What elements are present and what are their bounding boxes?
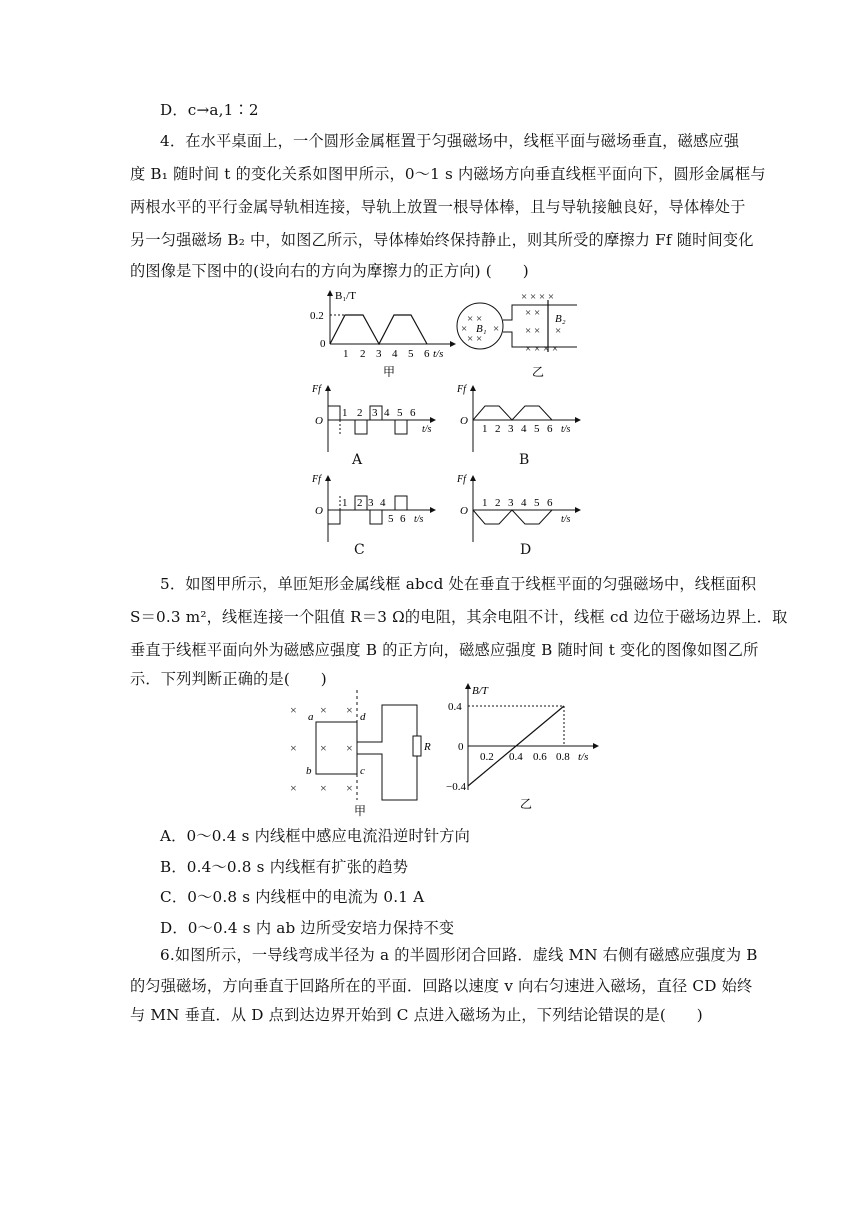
jia-x1: 1: [343, 348, 349, 360]
option-a-label: A: [352, 452, 363, 468]
jia-ytick: 0.2: [310, 310, 324, 322]
q5-yi-x2: 0.4: [509, 751, 523, 763]
q6-line-3: 与 MN 垂直．从 D 点到达边界开始到 C 点进入磁场为止，下列结论错误的是( ): [130, 1006, 703, 1024]
q5-yi-x3: 0.6: [533, 751, 547, 763]
q5-label-d: d: [360, 711, 366, 723]
oa-t4: 4: [384, 407, 390, 419]
oc-t4: 4: [380, 497, 386, 509]
oa-xlabel: t/s: [422, 424, 432, 435]
q5-label-a: a: [308, 711, 314, 723]
option-d-label: D: [520, 542, 532, 558]
jia-x3: 3: [376, 348, 382, 360]
q5-yi-origin: 0: [458, 741, 464, 753]
q5-yi-yneg: −0.4: [446, 781, 466, 793]
q5-line-3: 垂直于线框平面向外为磁感应强度 B 的正方向，磁感应强度 B 随时间 t 变化的图像如图乙所: [130, 641, 759, 659]
oa-t3: 3: [372, 407, 378, 419]
q5-jia-caption: 甲: [354, 804, 367, 818]
jia-caption: 甲: [383, 365, 396, 377]
ob-t3: 3: [508, 423, 514, 435]
q5-yi-x1: 0.2: [480, 751, 494, 763]
jia-x6: 6: [424, 348, 430, 360]
q6-line-1: 6.如图所示，一导线弯成半径为 a 的半圆形闭合回路．虚线 MN 右侧有磁感应强度为 B: [160, 946, 758, 964]
q4-figure-yi: [455, 290, 590, 380]
jia-ylabel: B₁/T: [335, 290, 356, 302]
oc-origin: O: [315, 505, 323, 517]
jia-x5: 5: [408, 348, 414, 360]
oa-t2: 2: [357, 407, 363, 419]
svg-text:×: ×: [290, 781, 297, 795]
svg-text:× × × ×: × × × ×: [525, 343, 559, 355]
ob-t4: 4: [521, 423, 527, 435]
q5-option-b: B．0.4～0.8 s 内线框有扩张的趋势: [160, 858, 409, 876]
q5-option-a: A．0～0.4 s 内线框中感应电流沿逆时针方向: [160, 827, 471, 845]
ob-ylabel: Ff: [457, 384, 466, 395]
q4-line-5: 的图像是下图中的(设向右的方向为摩擦力的正方向) ( ): [130, 262, 529, 280]
q5-yi-xlabel: t/s: [578, 751, 589, 763]
q4-line-2: 度 B₁ 随时间 t 的变化关系如图甲所示，0～1 s 内磁场方向垂直线框平面向下，圆形金属框与: [130, 165, 766, 183]
yi-b1: B₁: [476, 323, 487, 335]
q3-option-d: D．c→a,1∶2: [160, 101, 259, 119]
jia-x2: 2: [360, 348, 366, 360]
q5-line-1: 5．如图甲所示，单匝矩形金属线框 abcd 处在垂直于线框平面的匀强磁场中，线框面积: [160, 575, 757, 593]
svg-text:×: ×: [493, 323, 500, 335]
q5-option-d: D．0～0.4 s 内 ab 边所受安培力保持不变: [160, 919, 455, 937]
option-c-label: C: [354, 542, 365, 558]
svg-text:× ×: × ×: [525, 307, 541, 319]
svg-text:× × × ×: × × × ×: [521, 291, 555, 303]
q4-line-1: 4．在水平桌面上，一个圆形金属框置于匀强磁场中，线框平面与磁场垂直，磁感应强: [160, 132, 740, 150]
q4-line-4: 另一匀强磁场 B₂ 中，如图乙所示，导体棒始终保持静止，则其所受的摩擦力 Ff 随时间变化: [130, 231, 754, 249]
oc-t2: 2: [357, 497, 363, 509]
q5-option-c: C．0～0.8 s 内线框中的电流为 0.1 A: [160, 888, 425, 906]
svg-text:× ×: × ×: [525, 325, 541, 337]
q5-figure-jia: [282, 690, 442, 820]
od-ylabel: Ff: [457, 474, 466, 485]
yi-b2: B₂: [555, 313, 566, 325]
oa-t5: 5: [397, 407, 403, 419]
od-t4: 4: [521, 497, 527, 509]
jia-xlabel: t/s: [433, 348, 444, 360]
svg-text:×: ×: [346, 741, 353, 755]
oa-ylabel: Ff: [312, 384, 321, 395]
svg-text:× ×: × ×: [467, 333, 483, 345]
ob-t2: 2: [495, 423, 501, 435]
q5-yi-x4: 0.8: [556, 751, 570, 763]
ob-t5: 5: [534, 423, 540, 435]
svg-text:×: ×: [320, 781, 327, 795]
svg-text:×: ×: [461, 323, 468, 335]
q5-yi-ylabel: B/T: [472, 685, 488, 697]
oc-xlabel: t/s: [414, 514, 424, 525]
oa-origin: O: [315, 415, 323, 427]
q4-line-3: 两根水平的平行金属导轨相连接，导轨上放置一根导体棒，且与导轨接触良好，导体棒处于: [130, 198, 746, 216]
q5-line-4: 示．下列判断正确的是( ): [130, 670, 327, 688]
od-xlabel: t/s: [561, 514, 571, 525]
svg-text:×: ×: [346, 781, 353, 795]
q5-yi-ypos: 0.4: [448, 701, 462, 713]
od-t1: 1: [482, 497, 488, 509]
oc-ylabel: Ff: [312, 474, 321, 485]
svg-text:×: ×: [290, 741, 297, 755]
q4-option-a-graph: [310, 382, 440, 467]
q6-line-2: 的匀强磁场，方向垂直于回路所在的平面．回路以速度 v 向右匀速进入磁场，直径 CD 始终: [130, 977, 753, 995]
jia-x4: 4: [392, 348, 398, 360]
od-t2: 2: [495, 497, 501, 509]
svg-text:×: ×: [555, 325, 562, 337]
od-t3: 3: [508, 497, 514, 509]
jia-origin: 0: [320, 338, 326, 350]
oc-t3: 3: [368, 497, 374, 509]
svg-text:×: ×: [346, 703, 353, 717]
svg-text:× ×: × ×: [467, 313, 483, 325]
oa-t6: 6: [410, 407, 416, 419]
oc-t5: 5: [388, 513, 394, 525]
ob-xlabel: t/s: [561, 424, 571, 435]
ob-t1: 1: [482, 423, 488, 435]
q5-line-2: S＝0.3 m²，线框连接一个阻值 R＝3 Ω的电阻，其余电阻不计，线框 cd 边位于磁场边界上．取: [130, 608, 788, 626]
ob-t6: 6: [547, 423, 553, 435]
option-b-label: B: [519, 452, 530, 468]
svg-text:×: ×: [320, 741, 327, 755]
oa-t1: 1: [342, 407, 348, 419]
q5-label-c: c: [360, 765, 365, 777]
od-t6: 6: [547, 497, 553, 509]
oc-t6: 6: [400, 513, 406, 525]
svg-text:×: ×: [290, 703, 297, 717]
q5-label-r: R: [424, 741, 431, 753]
od-origin: O: [460, 505, 468, 517]
svg-text:×: ×: [320, 703, 327, 717]
q4-option-c-graph: [310, 472, 440, 557]
oc-t1: 1: [342, 497, 348, 509]
od-t5: 5: [534, 497, 540, 509]
q5-label-b: b: [306, 765, 312, 777]
yi-caption: 乙: [532, 365, 545, 379]
q4-figure-jia: [305, 287, 468, 377]
q5-yi-caption: 乙: [520, 797, 533, 811]
q5-figure-yi: [446, 680, 606, 815]
ob-origin: O: [460, 415, 468, 427]
